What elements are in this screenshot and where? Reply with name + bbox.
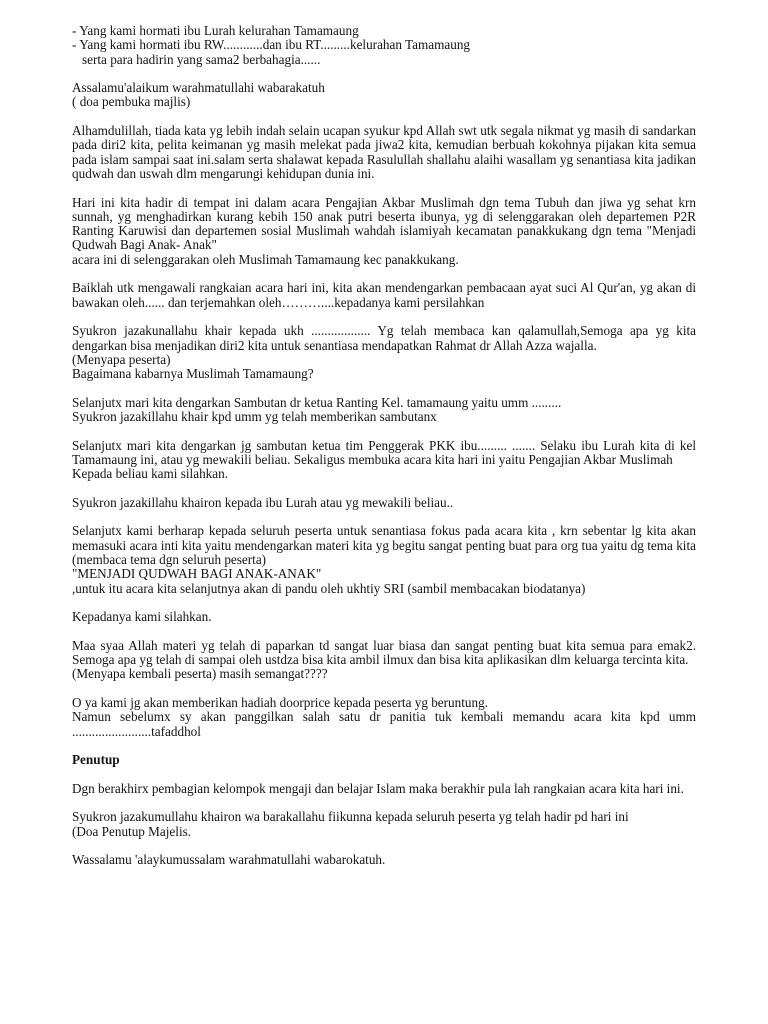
paragraph-hari-ini-body: Hari ini kita hadir di tempat ini dalam acara Pengajian Akbar Muslimah dgn tema Tubuh dan jiwa yg sehat krn sunnah, yg menghadirkan kurang kebih 150 anak putri beserta ibunya, yg di selenggarakan oleh departemen P2R Ranting Karuwisi dan departemen sosial Muslimah wahdah islamiyah kecamatan panakkukang dgn tema "Menjadi Qudwah Bagi Anak- Anak"	[72, 194, 696, 253]
paragraph-doorprice	[72, 696, 696, 739]
doa-penutup-note: (Doa Penutup Majelis.	[72, 823, 192, 839]
kabar-question: Bagaimana kabarnya Muslimah Tamamaung?	[72, 366, 314, 382]
paragraph-syukron-peserta	[72, 810, 696, 839]
paragraph-sambutan-pkk	[72, 439, 696, 482]
paragraph-penutup: Dgn berakhirx pembagian kelompok mengaji dan belajar Islam maka berakhir pula lah rangkaian acara kita hari ini.	[72, 780, 684, 796]
paragraph-syukron-qari-body: Syukron jazakunallahu khair kepada ukh .................. Yg telah membaca kan qalamullah,Semoga apa yg kita dengarkan bisa menjadikan diri2 kita untuk senantiasa mendapatkan Rahmat dr Allah Azza wajalla.	[72, 323, 696, 353]
paragraph-syukron-lurah: Syukron jazakillahu khairon kepada ibu Lurah atau yg mewakili beliau..	[72, 494, 454, 510]
salam-line: Assalamu'alaikum warahmatullahi wabarakatuh	[72, 80, 325, 96]
theme-title: "MENJADI QUDWAH BAGI ANAK-ANAK"	[72, 566, 322, 582]
paragraph-syukron-qari	[72, 324, 696, 381]
doorprice-line: O ya kami jg akan memberikan hadiah doorprice kepada peserta yg beruntung.	[72, 694, 488, 710]
materi-body: Maa syaa Allah materi yg telah di paparkan td sangat luar biasa dan sangat penting buat kita semua para emak2. Semoga apa yg telah di sampai oleh ustdza bisa kita ambil ilmux dan bisa kita aplikasikan dlm keluarga tercinta kita.	[72, 637, 696, 668]
acara-inti-tail: ,untuk itu acara kita selanjutnya akan di pandu oleh ukhtiy SRI (sambil membacakan biodatanya)	[72, 580, 586, 596]
menyapa-peserta-note: (Menyapa peserta)	[72, 351, 171, 367]
paragraph-tilawah: Baiklah utk mengawali rangkaian acara hari ini, kita akan mendengarkan pembacaan ayat suci Al Qur'an, yg akan di bawakan oleh...... dan terjemahkan oleh………....kepadanya kami persilahkan	[72, 280, 696, 310]
paragraph-alhamdulillah: Alhamdulillah, tiada kata yg lebih indah selain ucapan syukur kpd Allah swt utk segala nikmat yg masih di sandarkan pada diri2 kita, pelita keimanan yg masih melekat pada jiwa2 kita, kemudian berbuah kokohnya pijakan kita semua pada islam sampai saat ini.salam serta shalawat kepada Rasulullah shallahu alaihi wasallam yg senantiasa kita jadikan qudwah dan uswah dlm mengarungi kehidupan dunia ini.	[72, 123, 696, 181]
salam-block	[72, 81, 696, 110]
paragraph-materi	[72, 639, 696, 682]
greeting-line-rw-rt: - Yang kami hormati ibu RW............dan ibu RT.........kelurahan Tamamaung	[72, 37, 471, 53]
section-heading-penutup: Penutup	[72, 752, 120, 768]
syukron-peserta-body: Syukron jazakumullahu khairon wa barakallahu fiikunna kepada seluruh peserta yg telah hadir pd hari ini	[72, 809, 629, 825]
sambutan-pkk-tail: Kepada beliau kami silahkan.	[72, 466, 228, 482]
greeting-line-hadirin: serta para hadirin yang sama2 berbahagia......	[82, 51, 321, 67]
paragraph-hari-ini-tail: acara ini di selenggarakan oleh Muslimah Tamamaung kec panakkukang.	[72, 251, 459, 267]
paragraph-sambutan-ranting	[72, 396, 696, 425]
closing-salam: Wassalamu 'alaykumussalam warahmatullahi wabarokatuh.	[72, 852, 386, 868]
doa-pembuka-note: ( doa pembuka majlis)	[72, 94, 191, 110]
doorprice-body: Namun sebelumx sy akan panggilkan salah satu dr panitia tuk kembali memandu acara kita kpd umm ........................tafaddhol	[72, 709, 696, 739]
acara-inti-body: Selanjutx kami berharap kepada seluruh peserta untuk senantiasa fokus pada acara kita , krn sebentar lg kita akan memasuki acara inti kita yaitu mendengarkan materi kita yg begitu sangat penting buat para org tua yaitu dg tema kita (membaca tema dgn seluruh peserta)	[72, 523, 696, 567]
sambutan-ranting-line: Selanjutx mari kita dengarkan Sambutan dr ketua Ranting Kel. tamamaung yaitu umm .........	[72, 394, 562, 410]
paragraph-kepadanya: Kepadanya kami silahkan.	[72, 609, 212, 625]
greeting-block	[72, 24, 696, 67]
sambutan-pkk-body: Selanjutx mari kita dengarkan jg sambutan ketua tim Penggerak PKK ibu......... ....... Selaku ibu Lurah kita di kel Tamamaung ini, atau yg mewakili beliau. Sekaligus membuka acara kita hari ini yaitu Pengajian Akbar Muslimah	[72, 437, 696, 467]
greeting-line-lurah: - Yang kami hormati ibu Lurah kelurahan Tamamaung	[72, 23, 359, 38]
syukron-ranting-line: Syukron jazakillahu khair kpd umm yg telah memberikan sambutanx	[72, 409, 437, 425]
paragraph-acara-inti	[72, 524, 696, 595]
paragraph-hari-ini	[72, 196, 696, 267]
materi-tail: (Menyapa kembali peserta) masih semangat????	[72, 666, 328, 682]
